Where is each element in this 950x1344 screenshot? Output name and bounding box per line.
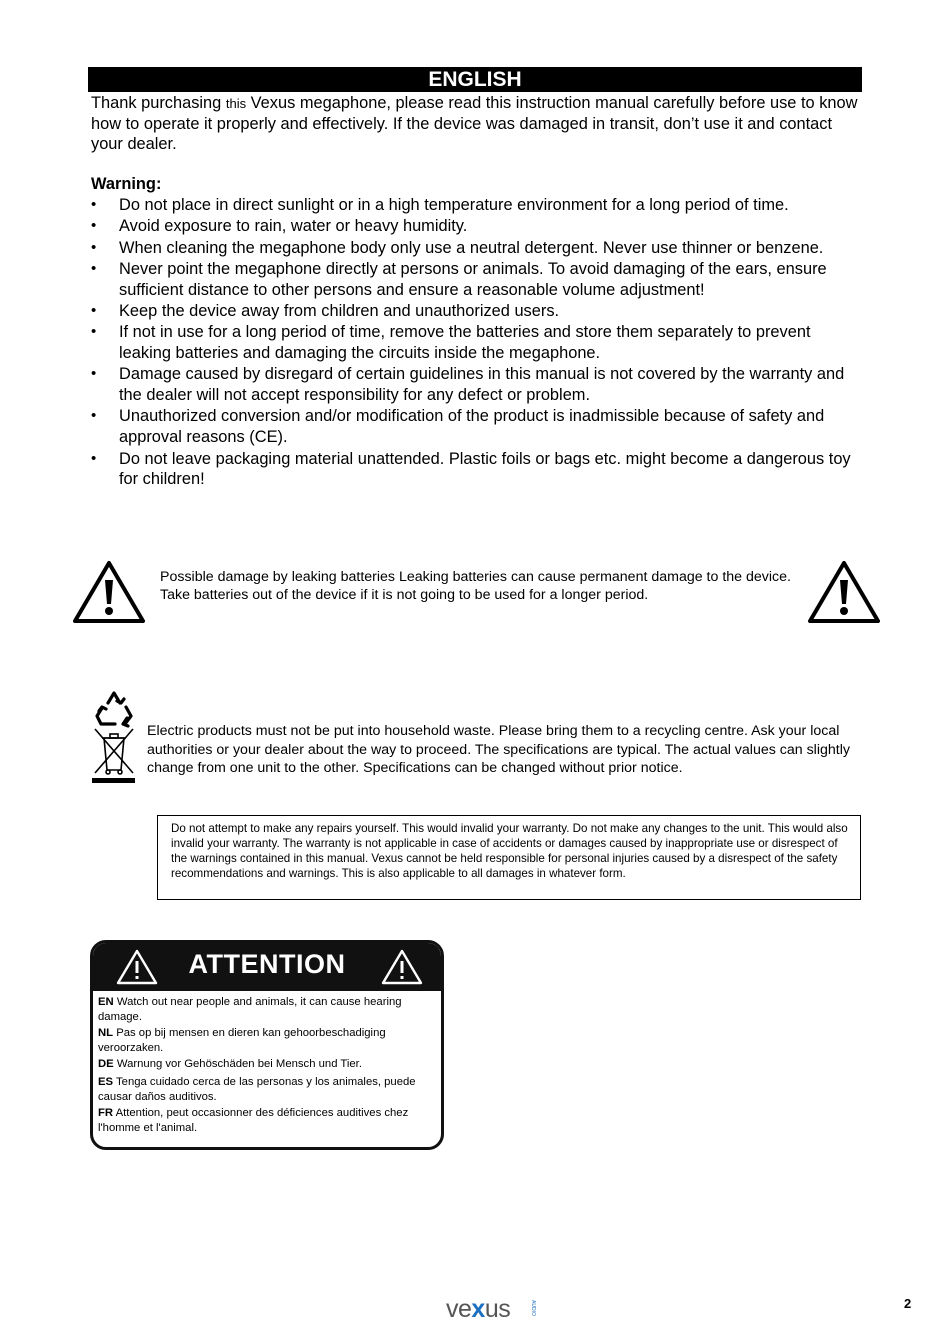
attention-line-en [98,995,435,1026]
logo-accent: x [471,1295,485,1323]
attention-text [93,991,441,1137]
section-header-english: ENGLISH [88,67,862,92]
warning-triangle-icon [73,560,145,624]
warning-item: • If not in use for a long period of time, remove the batteries and store them separately to prevent leaking batteries and damaging the circuits inside the megaphone. [91,322,861,364]
warning-item: • Damage caused by disregard of certain guidelines in this manual is not covered by the warranty and the dealer will not accept responsibility for any defect or problem. [91,364,861,406]
page-number: 2 [904,1296,912,1311]
warning-item: • Unauthorized conversion and/or modification of the product is inadmissible because of safety and approval reasons (CE). [91,406,861,448]
language-code: ES [98,1076,114,1089]
attention-line-text: Attention, peut occasionner des déficiences auditives chez l'homme et l'animal. [98,1106,409,1135]
warning-item: • Do not leave packaging material unattended. Plastic foils or bags etc. might become a dangerous toy for children! [91,449,861,491]
intro-text-2: Vexus megaphone, please read this instruction manual carefully before use to know how to operate it properly and effectively. If the device was damaged in transit, don’t use it and contact your dealer. [91,94,858,153]
intro-text-1: Thank purchasing [91,94,226,112]
logo-subtitle: AUDIO [530,1300,536,1316]
logo-part: ve [446,1295,472,1323]
attention-line-es [98,1075,435,1106]
warning-list [91,195,861,491]
logo-part: us [484,1295,511,1323]
warning-item: • Keep the device away from children and unauthorized users. [91,301,861,322]
attention-line-text: Tenga cuidado cerca de las personas y los animales, puede causar daños auditivos. [98,1076,416,1104]
battery-warning-text: Possible damage by leaking batteries Leaking batteries can cause permanent damage to the device. Take batteries out of the device if it is not going to be used for a longer period. [160,569,791,603]
warning-item: • Do not place in direct sunlight or in a high temperature environment for a long period of time. [91,195,861,216]
warning-triangle-icon [808,560,880,624]
attention-line-text: Watch out near people and animals, it can cause hearing damage. [98,996,402,1024]
attention-line-de [98,1057,435,1072]
language-code: DE [98,1057,114,1070]
recycle-icon [93,688,135,728]
warning-triangle-icon [380,948,424,986]
language-code: NL [98,1026,114,1039]
warning-item: • Avoid exposure to rain, water or heavy humidity. [91,216,861,237]
attention-line-text: Warnung vor Gehöschäden bei Mensch und Tier. [113,1057,362,1070]
warning-item: • When cleaning the megaphone body only use a neutral detergent. Never use thinner or benzene. [91,238,861,259]
attention-label [90,940,444,1150]
attention-line-fr [98,1106,435,1137]
language-code: EN [98,996,114,1008]
crossed-out-bin-icon [92,726,136,784]
attention-header [93,943,441,991]
warning-heading: Warning: [91,175,162,193]
repair-notice-text: Do not attempt to make any repairs yourself. This would invalid your warranty. Do not make any changes to the unit. This would also invalid your warranty. The warranty is not applicable in case of accidents or damages caused by inappropriate use or disrespect of the warnings contained in this manual. Vexus cannot be held responsible for personal injuries caused by a disrespect of the safety recommendations and warnings. This is also applicable to all damages in whatever form. [171,822,848,880]
intro-text-small: this [225,96,247,111]
vexus-logo [446,1295,510,1324]
attention-title: ATTENTION [188,949,346,979]
language-code: FR [98,1106,114,1119]
attention-line-text: Pas op bij mensen en dieren kan gehoorbeschadiging veroorzaken. [98,1026,386,1055]
repair-notice-box [157,815,861,900]
warning-item: • Never point the megaphone directly at persons or animals. To avoid damaging of the ears, ensure sufficient distance to other persons and ensure a reasonable volume adjustment! [91,259,861,301]
attention-line-nl [98,1026,435,1057]
recycling-notice-text: Electric products must not be put into household waste. Please bring them to a recycling centre. Ask your local authorities or your dealer about the way to proceed. The specifications are typical. The actual values can slightly change from one unit to the other. Specifications can be changed without prior notice. [147,723,850,777]
intro-paragraph [91,93,861,154]
